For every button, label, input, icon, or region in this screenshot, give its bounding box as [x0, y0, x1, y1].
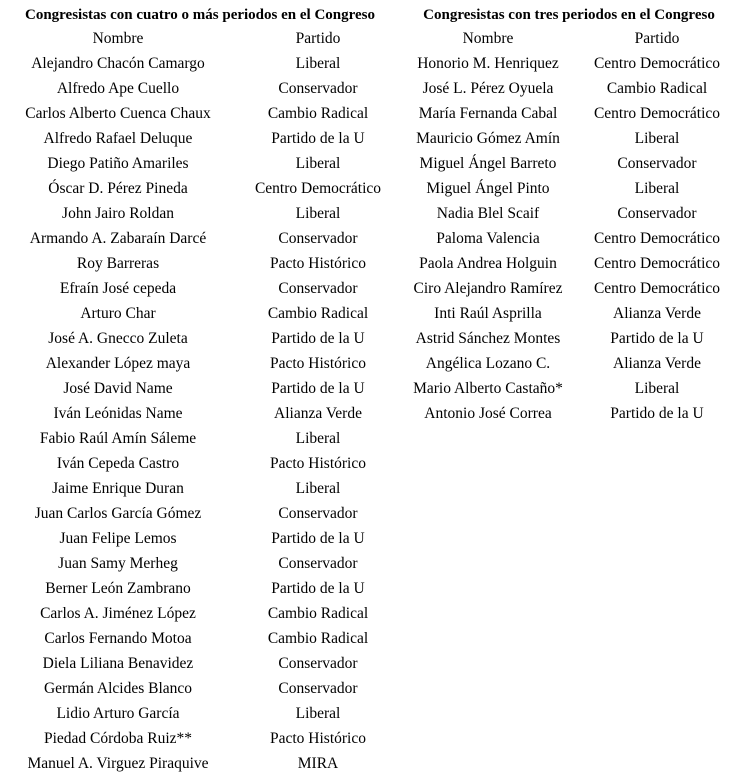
party-cell: Cambio Radical: [267, 305, 369, 322]
table-row: [0, 101, 400, 126]
party-cell: Cambio Radical: [267, 105, 369, 122]
name-cell: Alfredo Ape Cuello: [56, 80, 180, 97]
name-cell: Paloma Valencia: [436, 230, 540, 247]
party-cell: Cambio Radical: [267, 605, 369, 622]
name-cell: José L. Pérez Oyuela: [422, 80, 554, 97]
table-row: [400, 351, 738, 376]
party-cell: Pacto Histórico: [270, 730, 366, 747]
name-cell: Carlos A. Jiménez López: [40, 605, 196, 622]
table-row: [0, 601, 400, 626]
party-cell: Centro Democrático: [593, 280, 721, 297]
column-header-partido: Partido: [295, 30, 341, 47]
party-cell: Liberal: [295, 155, 341, 172]
table-row: [400, 201, 738, 226]
name-cell: Carlos Alberto Cuenca Chaux: [25, 105, 211, 122]
name-cell: Nadia Blel Scaif: [436, 205, 540, 222]
table-row: [400, 126, 738, 151]
table-row: [400, 401, 738, 426]
party-cell: Cambio Radical: [267, 630, 369, 647]
party-cell: Partido de la U: [271, 330, 365, 347]
table-row: [0, 126, 400, 151]
table-row: [0, 501, 400, 526]
party-cell: Conservador: [278, 655, 358, 672]
party-cell: Partido de la U: [610, 330, 704, 347]
table-row: [400, 51, 738, 76]
party-cell: Conservador: [278, 555, 358, 572]
name-cell: Juan Samy Merheg: [58, 555, 178, 572]
table-row: [0, 701, 400, 726]
name-cell: Diela Liliana Benavidez: [42, 655, 194, 672]
name-cell: Juan Carlos García Gómez: [34, 505, 202, 522]
party-cell: Liberal: [295, 55, 341, 72]
party-cell: Conservador: [617, 155, 697, 172]
table-row: [0, 401, 400, 426]
table-row: [0, 526, 400, 551]
name-cell: Juan Felipe Lemos: [59, 530, 177, 547]
party-cell: Liberal: [634, 130, 680, 147]
column-header-nombre: Nombre: [92, 30, 144, 47]
table-title: Congresistas con tres periodos en el Congreso: [423, 7, 715, 23]
table-row: [0, 576, 400, 601]
name-cell: Alfredo Rafael Deluque: [43, 130, 193, 147]
name-cell: María Fernanda Cabal: [418, 105, 558, 122]
name-cell: Paola Andrea Holguin: [419, 255, 557, 272]
name-cell: Óscar D. Pérez Pineda: [48, 180, 188, 197]
party-cell: Alianza Verde: [274, 405, 362, 422]
table-row: [0, 676, 400, 701]
party-cell: Liberal: [295, 430, 341, 447]
party-cell: Liberal: [295, 705, 341, 722]
party-cell: Liberal: [634, 180, 680, 197]
table-row: [0, 476, 400, 501]
name-cell: Jaime Enrique Duran: [52, 480, 184, 497]
name-cell: Angélica Lozano C.: [425, 355, 551, 372]
column-header-partido: Partido: [634, 30, 680, 47]
table-row: [400, 151, 738, 176]
table-row: [0, 251, 400, 276]
table-row: [0, 301, 400, 326]
table-row: [0, 451, 400, 476]
name-cell: Honorio M. Henriquez: [417, 55, 559, 72]
name-cell: Manuel A. Virguez Piraquive: [27, 755, 209, 772]
name-cell: Germán Alcides Blanco: [43, 680, 193, 697]
party-cell: Centro Democrático: [593, 105, 721, 122]
table-row: [400, 326, 738, 351]
table-row: [0, 551, 400, 576]
party-cell: Partido de la U: [271, 530, 365, 547]
party-cell: Liberal: [634, 380, 680, 397]
party-cell: Pacto Histórico: [270, 255, 366, 272]
table-row: [0, 351, 400, 376]
name-cell: Berner León Zambrano: [45, 580, 191, 597]
table-row: [0, 751, 400, 776]
table-row: [0, 226, 400, 251]
table-row: [0, 651, 400, 676]
table-congresistas-tres-periodos: [400, 4, 738, 426]
table-row: [0, 276, 400, 301]
name-cell: José David Name: [63, 380, 173, 397]
party-cell: Partido de la U: [610, 405, 704, 422]
name-cell: Fabio Raúl Amín Sáleme: [39, 430, 197, 447]
name-cell: Piedad Córdoba Ruiz**: [43, 730, 193, 747]
name-cell: Carlos Fernando Motoa: [44, 630, 192, 647]
table-row: [400, 176, 738, 201]
party-cell: Centro Democrático: [593, 230, 721, 247]
table-row: [0, 201, 400, 226]
party-cell: Conservador: [278, 230, 358, 247]
name-cell: John Jairo Roldan: [62, 205, 174, 222]
table-congresistas-cuatro-periodos: [0, 4, 400, 776]
party-cell: Centro Democrático: [593, 255, 721, 272]
table-body: [400, 51, 738, 426]
column-header-nombre: Nombre: [462, 30, 514, 47]
table-row: [400, 251, 738, 276]
table-row: [0, 51, 400, 76]
name-cell: Iván Cepeda Castro: [56, 455, 180, 472]
table-row: [400, 376, 738, 401]
party-cell: Partido de la U: [271, 380, 365, 397]
name-cell: Armando A. Zabaraín Darcé: [29, 230, 207, 247]
name-cell: Alejandro Chacón Camargo: [31, 55, 205, 72]
name-cell: Miguel Ángel Barreto: [419, 155, 557, 172]
party-cell: Conservador: [278, 505, 358, 522]
name-cell: Inti Raúl Asprilla: [434, 305, 542, 322]
name-cell: Lidio Arturo García: [56, 705, 180, 722]
party-cell: Centro Democrático: [254, 180, 382, 197]
table-body: [0, 51, 400, 776]
party-cell: Pacto Histórico: [270, 455, 366, 472]
table-header-row: [400, 26, 738, 51]
party-cell: Alianza Verde: [613, 305, 701, 322]
name-cell: Antonio José Correa: [424, 405, 552, 422]
name-cell: Astrid Sánchez Montes: [415, 330, 561, 347]
party-cell: Conservador: [617, 205, 697, 222]
party-cell: Partido de la U: [271, 580, 365, 597]
name-cell: Ciro Alejandro Ramírez: [413, 280, 563, 297]
table-header-row: [0, 26, 400, 51]
party-cell: Cambio Radical: [606, 80, 708, 97]
table-row: [400, 101, 738, 126]
party-cell: MIRA: [297, 755, 339, 772]
name-cell: José A. Gnecco Zuleta: [48, 330, 188, 347]
name-cell: Iván Leónidas Name: [53, 405, 183, 422]
table-row: [0, 326, 400, 351]
name-cell: Arturo Char: [80, 305, 156, 322]
table-row: [400, 301, 738, 326]
table-row: [0, 76, 400, 101]
party-cell: Conservador: [278, 680, 358, 697]
party-cell: Conservador: [278, 280, 358, 297]
table-row: [0, 726, 400, 751]
party-cell: Pacto Histórico: [270, 355, 366, 372]
table-row: [0, 176, 400, 201]
party-cell: Alianza Verde: [613, 355, 701, 372]
party-cell: Liberal: [295, 480, 341, 497]
name-cell: Efraín José cepeda: [59, 280, 177, 297]
table-row: [400, 76, 738, 101]
name-cell: Diego Patiño Amariles: [47, 155, 189, 172]
party-cell: Partido de la U: [271, 130, 365, 147]
table-row: [0, 626, 400, 651]
party-cell: Liberal: [295, 205, 341, 222]
name-cell: Alexander López maya: [45, 355, 191, 372]
table-row: [0, 376, 400, 401]
name-cell: Mauricio Gómez Amín: [416, 130, 560, 147]
table-title: Congresistas con cuatro o más periodos en el Congreso: [25, 7, 375, 23]
table-row: [400, 276, 738, 301]
name-cell: Roy Barreras: [76, 255, 160, 272]
table-row: [400, 226, 738, 251]
table-row: [0, 426, 400, 451]
name-cell: Mario Alberto Castaño*: [413, 380, 563, 397]
party-cell: Conservador: [278, 80, 358, 97]
party-cell: Centro Democrático: [593, 55, 721, 72]
name-cell: Miguel Ángel Pinto: [426, 180, 550, 197]
table-row: [0, 151, 400, 176]
